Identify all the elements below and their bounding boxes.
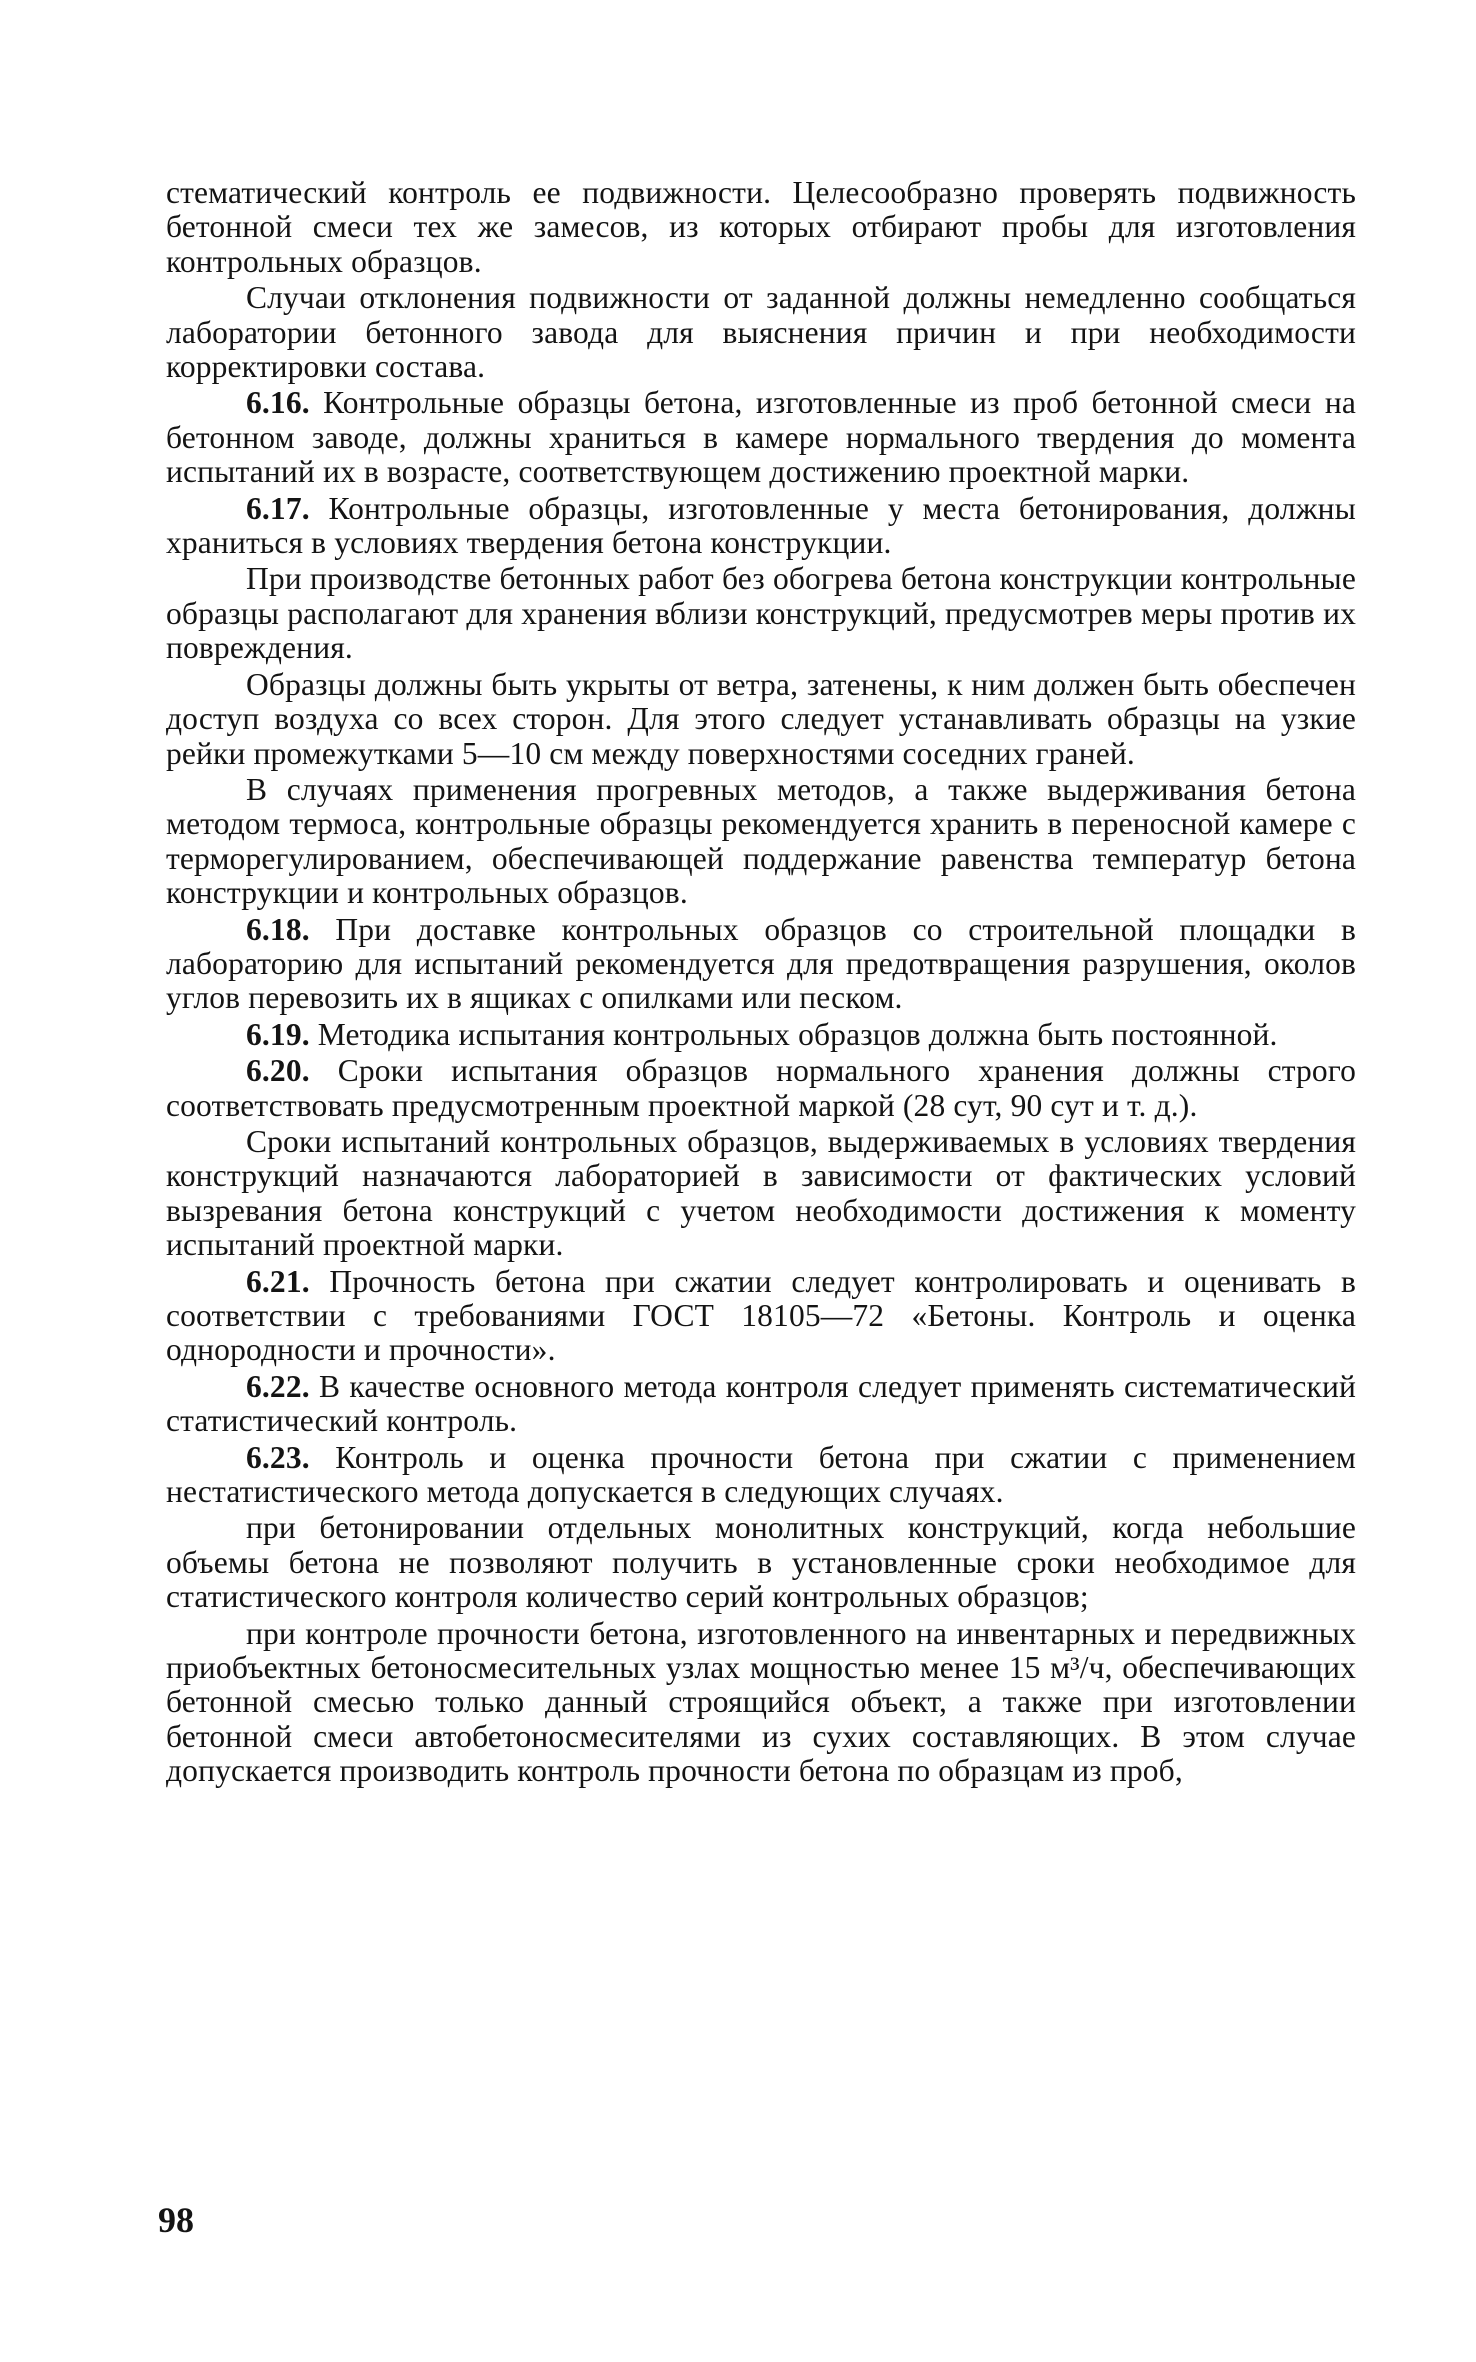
clause-number: 6.18. <box>246 911 310 947</box>
page-body <box>166 176 1356 1791</box>
clause-number: 6.20. <box>246 1053 310 1089</box>
paragraph: Случаи отклонения подвижности от заданной должны немедленно сообщаться лаборатории бетонного завода для выяснения причин и при необходимости корректировки состава. <box>166 280 1356 385</box>
clause-number: 6.17. <box>246 490 310 526</box>
clause-6-21: 6.21. Прочность бетона при сжатии следует контролировать и оценивать в соответствии с требованиями ГОСТ 18105—72 «Бетоны. Контроль и оценка однородности и прочности». <box>166 1263 1356 1368</box>
paragraph: В случаях применения прогревных методов, а также выдерживания бетона методом термоса, контрольные образцы рекомендуется хранить в переносной камере с терморегулированием, обеспечивающей поддержание равенства температур бетона конструкции и контрольных образцов. <box>166 771 1356 911</box>
clause-6-23: 6.23. Контроль и оценка прочности бетона при сжатии с применением нестатистического метода допускается в следующих случаях. <box>166 1439 1356 1510</box>
clause-number: 6.21. <box>246 1263 310 1299</box>
clause-number: 6.16. <box>246 385 310 421</box>
clause-6-17: 6.17. Контрольные образцы, изготовленные у места бетонирования, должны храниться в условиях твердения бетона конструкции. <box>166 490 1356 561</box>
paragraph: Сроки испытаний контрольных образцов, выдерживаемых в условиях твердения конструкций назначаются лабораторией в зависимости от фактических условий вызревания бетона конструкций с учетом необходимости достижения к моменту испытаний проектной марки. <box>166 1123 1356 1263</box>
paragraph: при контроле прочности бетона, изготовленного на инвентарных и передвижных приобъектных бетоносмесительных узлах мощностью менее 15 м³/ч, обеспечивающих бетонной смесью только данный строящийся объект, а также при изготовлении бетонной смеси автобетоносмесителями из сухих составляющих. В этом случае допускается производить контроль прочности бетона по образцам из проб, <box>166 1615 1356 1789</box>
paragraph: При производстве бетонных работ без обогрева бетона конструкции контрольные образцы располагают для хранения вблизи конструкций, предусмотрев меры против их повреждения. <box>166 561 1356 666</box>
clause-number: 6.19. <box>246 1016 310 1052</box>
clause-6-20: 6.20. Сроки испытания образцов нормального хранения должны строго соответствовать предусмотренным проектной маркой (28 сут, 90 сут и т. д.). <box>166 1053 1356 1123</box>
clause-6-19: 6.19. Методика испытания контрольных образцов должна быть постоянной. <box>246 1016 1278 1052</box>
page-number: 98 <box>158 2200 194 2240</box>
clause-6-22: 6.22. В качестве основного метода контроля следует применять систематический статистический контроль. <box>166 1368 1356 1439</box>
paragraph: Образцы должны быть укрыты от ветра, затенены, к ним должен быть обеспечен доступ воздуха со всех сторон. Для этого следует устанавливать образцы на узкие рейки промежутками 5—10 см между поверхностями соседних граней. <box>166 666 1356 771</box>
clause-number: 6.22. <box>246 1368 310 1404</box>
paragraph-continuation: стематический контроль ее подвижности. Целесообразно проверять подвижность бетонной смеси тех же замесов, из которых отбирают пробы для изготовления контрольных образцов. <box>166 175 1356 279</box>
clause-6-16: 6.16. Контрольные образцы бетона, изготовленные из проб бетонной смеси на бетонном заводе, должны храниться в камере нормального твердения до момента испытаний их в возрасте, соответствующем достижению проектной марки. <box>166 385 1356 490</box>
paragraph: при бетонировании отдельных монолитных конструкций, когда небольшие объемы бетона не позволяют получить в установленные сроки необходимое для статистического контроля количество серий контрольных образцов; <box>166 1510 1356 1615</box>
clause-number: 6.23. <box>246 1439 310 1475</box>
clause-6-18: 6.18. При доставке контрольных образцов со строительной площадки в лабораторию для испытаний рекомендуется для предотвращения разрушения, околов углов перевозить их в ящиках с опилками или песком. <box>166 911 1356 1016</box>
